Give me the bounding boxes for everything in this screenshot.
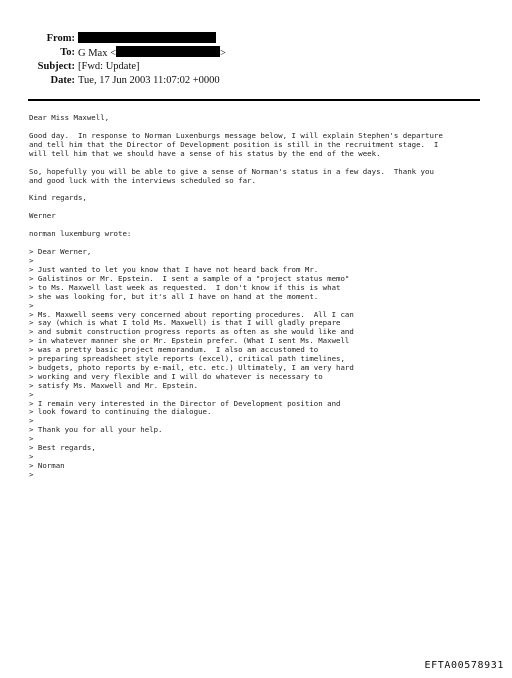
quoted-message: > Dear Werner, > > Just wanted to let you know that I have not heard back from Mr. > Galistinos or Mr. Epstein. I sent a sample of a "project status memo" > to Ms. Maxwell last week as requested. I don't know if this is what > she was looking for, but it's all I have on hand at the moment. > > Ms. Maxwell seems very concerned about reporting procedures. All I can > say (which is what I told Ms. Maxwell) is that I will gladly prepare > and submit construction progress reports as often as she would like and > in whatever manner she or Mr. Epstein prefer. (What I sent Ms. Maxwell > was a pretty basic project memorandum. I also am accustomed to > preparing spreadsheet style reports (excel), critical path timelines, > budgets, photo reports by e-mail, etc. etc.) Ultimately, I am very hard > working and very flexible and I will do whatever is necessary to > satisfy Ms. Maxwell and Mr. Epstein. > > I remain very interested in the Director of Development position and > look foward to continuing the dialogue. > > Thank you for all your help. > > Best regards, > > Norman > (29, 247, 354, 479)
from-label: From: (46, 33, 75, 44)
body-paragraph: Good day. In response to Norman Luxenburgs message below, I will explain Stephen's departure and tell him that the Director of Development position is still in the recruitment stage. I will tell him that we should have a sense of his status by the end of the week. (29, 130, 443, 158)
email-header (0, 32, 512, 88)
redaction-bar (78, 32, 216, 43)
date-label: Date: (50, 75, 75, 86)
signature: Werner (29, 211, 56, 221)
header-divider (28, 99, 480, 101)
date-row (0, 74, 512, 88)
redaction-bar (116, 46, 220, 57)
bates-number: EFTA00578931 (424, 660, 504, 671)
subject-label: Subject: (37, 61, 75, 72)
quote-intro: norman luxemburg wrote: (29, 229, 132, 239)
body-paragraph: So, hopefully you will be able to give a sense of Norman's status in a few days. Thank you and good luck with the interviews scheduled so far. (29, 166, 434, 185)
to-name: G Max < (78, 48, 117, 59)
to-close: > (220, 48, 226, 59)
to-label: To: (60, 47, 75, 58)
from-value (78, 32, 216, 47)
to-row (0, 46, 512, 60)
from-row (0, 32, 512, 46)
subject-row (0, 60, 512, 74)
email-body (29, 114, 484, 480)
closing: Kind regards, (29, 193, 87, 203)
subject-value: [Fwd: Update] (78, 61, 140, 72)
date-value: Tue, 17 Jun 2003 11:07:02 +0000 (78, 75, 220, 86)
salutation: Dear Miss Maxwell, (29, 113, 110, 122)
to-value (78, 46, 226, 61)
